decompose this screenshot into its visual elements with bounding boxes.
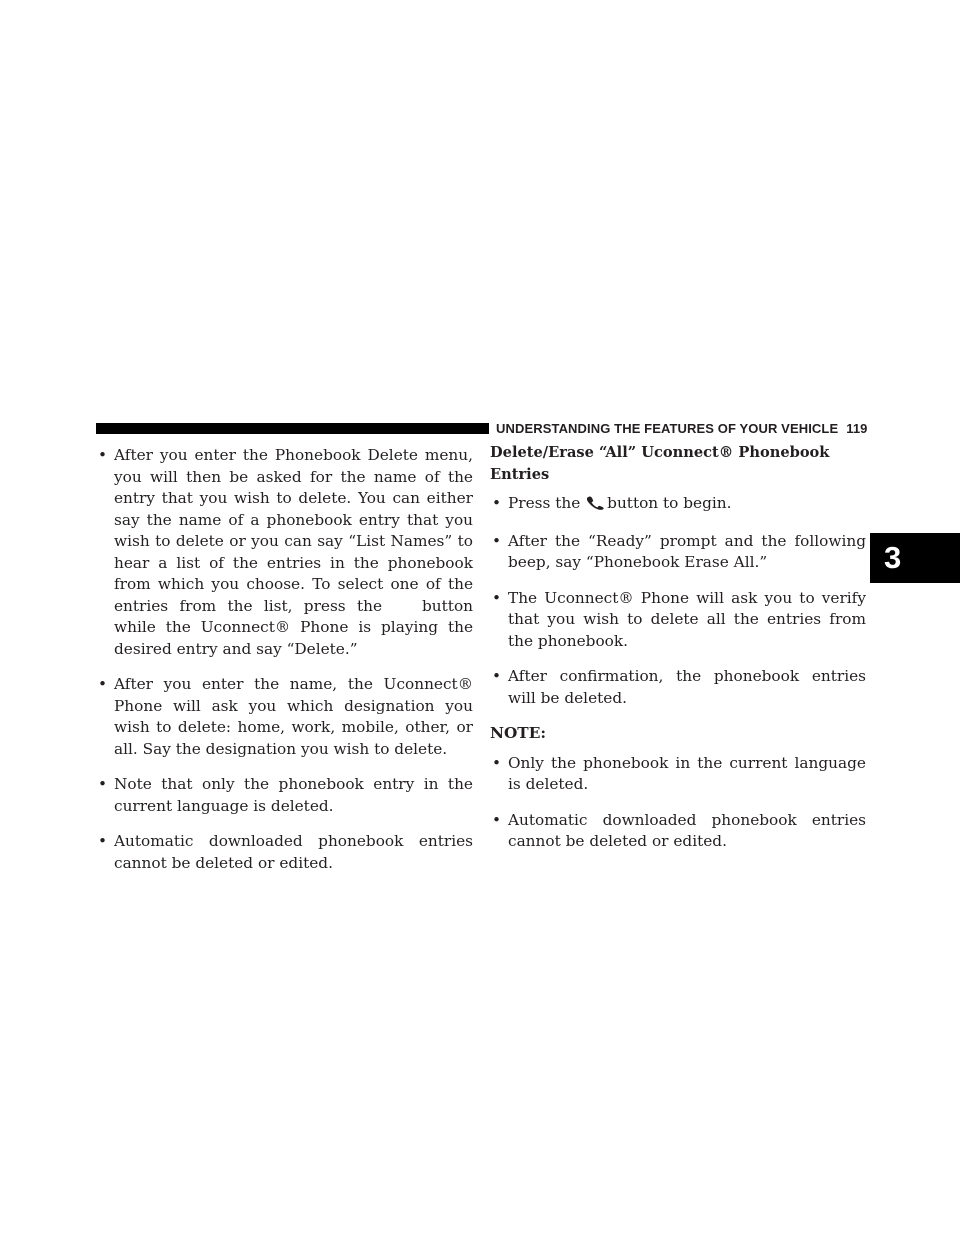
list-item-text: The Uconnect® Phone will ask you to verify that you wish to delete all the entries from the phonebook. <box>508 588 866 650</box>
list-item <box>490 810 866 853</box>
bullet-glyph: • <box>492 494 502 512</box>
list-item-text: Only the phonebook in the current language is deleted. <box>508 753 866 793</box>
bullet-glyph: • <box>98 446 108 464</box>
list-item-text: button to begin. <box>607 494 732 512</box>
list-item <box>490 493 866 517</box>
bullet-glyph: • <box>98 675 108 693</box>
left-column <box>96 445 473 888</box>
bullet-glyph: • <box>492 667 502 685</box>
list-item-text: After you enter the name, the Uconnect® Phone will ask you which designation you wish to delete: home, work, mobile, other, or all. Say the designation you wish to delete. <box>114 675 473 758</box>
phone-icon <box>586 495 606 517</box>
list-item <box>96 831 473 874</box>
list-item-text: Note that only the phonebook entry in the current language is deleted. <box>114 775 473 815</box>
right-column <box>490 442 866 867</box>
bullet-glyph: • <box>98 832 108 850</box>
bullet-glyph: • <box>98 775 108 793</box>
list-item <box>96 445 473 660</box>
list-item <box>490 753 866 796</box>
list-item-text: Press the <box>508 494 581 512</box>
page-number: 119 <box>846 421 868 436</box>
list-item <box>96 774 473 817</box>
list-item <box>96 674 473 760</box>
bullet-glyph: • <box>492 810 502 829</box>
header-rule <box>96 423 489 434</box>
list-item <box>490 666 866 709</box>
list-item-text: After confirmation, the phonebook entries will be deleted. <box>508 667 866 707</box>
list-item-text: After you enter the Phonebook Delete menu, you will then be asked for the name of the entry that you wish to delete. You can either say the name of a phonebook entry that you wish to delete or you can say “List Names” to hear a list of the entries in the phonebook from which you choose. To select one of the entries from the list, press the <box>114 446 473 615</box>
list-item-text: Automatic downloaded phonebook entries cannot be deleted or edited. <box>508 810 866 850</box>
bullet-glyph: • <box>492 753 502 772</box>
list-item <box>490 588 866 653</box>
list-item-text: After the “Ready” prompt and the following beep, say “Phonebook Erase All.” <box>508 531 866 571</box>
section-title: UNDERSTANDING THE FEATURES OF YOUR VEHICLE <box>496 421 839 436</box>
list-item <box>490 531 866 574</box>
chapter-tab: 3 <box>870 533 960 583</box>
list-item-text: Automatic downloaded phonebook entries cannot be deleted or edited. <box>114 832 473 872</box>
running-header <box>496 420 866 437</box>
bullet-glyph: • <box>492 588 502 607</box>
bullet-glyph: • <box>492 531 502 550</box>
section-heading: Delete/Erase “All” Uconnect® Phonebook Entries <box>490 444 830 483</box>
note-label: NOTE: <box>490 724 546 742</box>
list-item-text: button while the Uconnect® Phone is playing the desired entry and say “Delete.” <box>114 596 473 658</box>
